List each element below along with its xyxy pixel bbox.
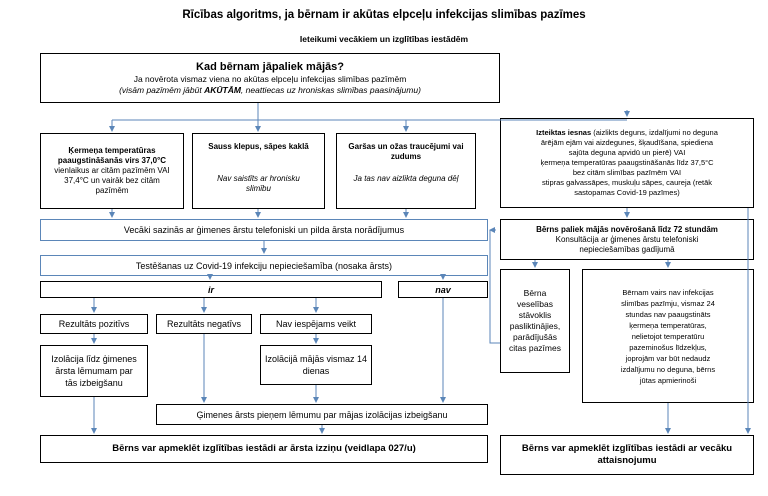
symptom-cough-box: Sauss klepus, sāpes kaklā Nav saistīts ar hronisku slimību <box>192 133 325 209</box>
result-not-possible-box: Nav iespējams veikt <box>260 314 372 334</box>
final-parent-note-box: Bērns var apmeklēt izglītības iestādi ar vecāku attaisnojumu <box>500 435 754 475</box>
gp-decision-box: Ģimenes ārsts pieņem lēmumu par mājas izolācijas izbeigšanu <box>156 404 488 425</box>
final-certificate-box: Bērns var apmeklēt izglītības iestādi ar ārsta izziņu (veidlapa 027/u) <box>40 435 488 463</box>
result-positive-box: Rezultāts pozitīvs <box>40 314 148 334</box>
symptom-smell-box: Garšas un ožas traucējumi vai zudums Ja tas nav aizlikta deguna dēļ <box>336 133 476 209</box>
test-yes-box: ir <box>40 281 382 298</box>
testing-box: Testēšanas uz Covid-19 infekciju nepieciešamība (nosaka ārsts) <box>40 255 488 276</box>
contact-doctor-box: Vecāki sazinās ar ģimenes ārstu telefoniski un pilda ārsta norādījumus <box>40 219 488 241</box>
when-stay-home-heading: Kad bērnam jāpaliek mājās? <box>196 61 344 73</box>
when-stay-home-line1: Ja novērota vismaz viena no akūtas elpceļu infekcijas slimības pazīmēm <box>133 74 407 84</box>
recovered-box: Bērnam vairs nav infekcijas slimības pazīmju, vismaz 24 stundas nav paaugstināts ķermeņa temperatūras, nelietojot temperatūru pazeminošus līdzekļus, joprojām var būt nedaudz izdalījumu no deguna, bērns jūtas apmierinoši <box>582 269 754 403</box>
symptom-mild-box: Izteiktas iesnas (aizlikts deguns, izdalījumi no deguna ārējām ejām vai aizdegunes, šķaudīšana, spiediena sajūta deguna apvidū un pierē) VAI ķermeņa temperatūras paaugstināšanās līdz 37,5°C bez citām slimības pazīmēm VAI stipras galvassāpes, muskuļu sāpes, caureja (retāk sastopamas Covid-19 pazīmes) <box>500 118 754 208</box>
page-title: Rīcības algoritms, ja bērnam ir akūtas elpceļu infekcijas slimības pazīmes <box>182 9 586 21</box>
test-no-box: nav <box>398 281 488 298</box>
isolation-14-days-box: Izolācijā mājās vismaz 14 dienas <box>260 345 372 385</box>
when-stay-home-line2: (visām pazīmēm jābūt AKŪTĀM, neattiecas uz hroniskas slimības paasinājumu) <box>119 85 421 95</box>
condition-worse-box: Bērna veselības stāvoklis pasliktinājies, parādījušās citas pazīmes <box>500 269 570 373</box>
page-subtitle: Ieteikumi vecākiem un izglītības iestādēm <box>299 34 469 44</box>
result-negative-box: Rezultāts negatīvs <box>156 314 252 334</box>
isolation-until-decision-box: Izolācija līdz ģimenes ārsta lēmumam par tās izbeigšanu <box>40 345 148 397</box>
symptom-fever-box: Ķermeņa temperatūras paaugstināšanās virs 37,0°C vienlaikus ar citām pazīmēm VAI 37,4°C un vairāk bez citām pazīmēm <box>40 133 184 209</box>
stay-home-72h-box: Bērns paliek mājās novērošanā līdz 72 stundām Konsultācija ar ģimenes ārstu telefoniski nepieciešamības gadījumā <box>500 219 754 260</box>
